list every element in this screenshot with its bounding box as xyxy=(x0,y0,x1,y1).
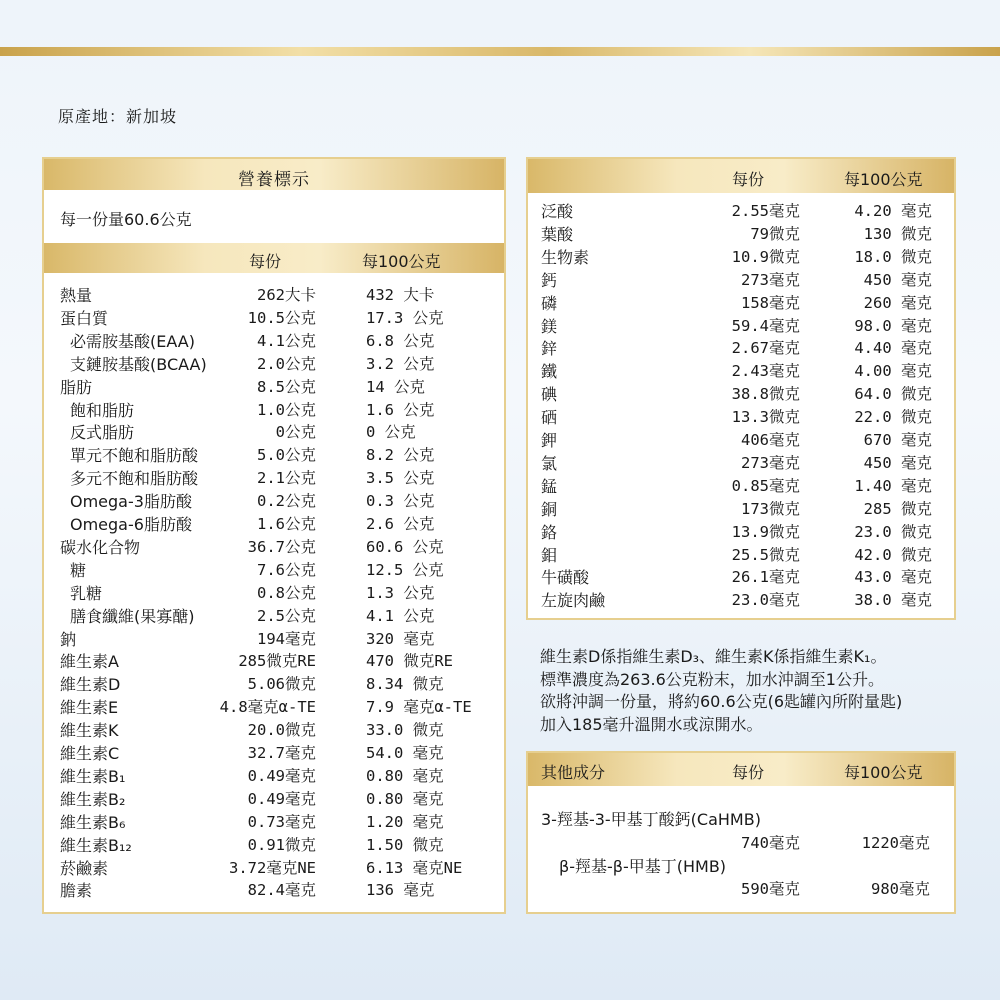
nutrient-per-serving: 285微克RE xyxy=(238,652,316,671)
note-line: 維生素D係指維生素D₃、維生素K係指維生素K₁。 xyxy=(540,647,887,666)
other-title: 其他成分 xyxy=(541,763,606,782)
nutrient-per-serving: 38.8微克 xyxy=(731,385,800,404)
nutrient-per-100g: 4.1 公克 xyxy=(366,606,435,625)
note-line: 標準濃度為263.6公克粉末，加水沖調至1公升。 xyxy=(540,669,884,689)
nutrient-name: 銅 xyxy=(541,499,558,519)
nutrient-name: 鉻 xyxy=(541,522,558,542)
right-col-per-serving: 每份 xyxy=(732,170,765,189)
nutrient-name: 鐵 xyxy=(541,362,558,382)
nutrient-name: 反式脂肪 xyxy=(70,423,135,443)
nutrient-per-100g: 43.0 毫克 xyxy=(854,568,932,587)
nutrient-name: 鋅 xyxy=(541,339,558,359)
nutrient-per-serving: 13.3微克 xyxy=(731,408,800,427)
nutrient-name: 鉀 xyxy=(541,431,558,450)
nutrient-per-serving: 2.5公克 xyxy=(257,606,316,625)
nutrient-per-serving: 0.8公克 xyxy=(257,583,316,602)
other-item-p100: 980毫克 xyxy=(871,880,930,898)
nutrient-per-100g: 450 毫克 xyxy=(863,270,932,289)
other-col-per-serving: 每份 xyxy=(732,763,765,782)
nutrient-name: Omega-3脂肪酸 xyxy=(70,492,192,512)
nutrient-name: 錳 xyxy=(541,476,558,496)
nutrient-per-serving: 20.0微克 xyxy=(247,721,316,740)
nutrient-name: 碘 xyxy=(541,385,558,405)
nutrient-per-serving: 1.6公克 xyxy=(257,515,316,533)
nutrient-name: 脂肪 xyxy=(60,377,93,397)
note-line: 加入185毫升溫開水或涼開水。 xyxy=(540,714,763,734)
nutrient-name: 蛋白質 xyxy=(60,308,109,328)
other-item-name: β-羥基-β-甲基丁(HMB) xyxy=(559,857,727,876)
nutrient-per-100g: 17.3 公克 xyxy=(366,308,444,327)
nutrient-per-serving: 25.5微克 xyxy=(731,545,800,564)
other-item-per: 740毫克 xyxy=(741,834,800,852)
right-column-header xyxy=(528,159,954,193)
nutrient-name: 維生素B₆ xyxy=(60,812,126,832)
nutrient-name: 氯 xyxy=(541,453,558,473)
origin-label: 原產地：新加坡 xyxy=(58,107,178,126)
nutrient-per-serving: 5.0公克 xyxy=(257,446,316,465)
nutrient-per-serving: 2.0公克 xyxy=(257,354,316,373)
nutrient-per-100g: 320 毫克 xyxy=(366,629,435,648)
nutrient-name: 糖 xyxy=(70,560,87,580)
nutrient-per-100g: 470 微克RE xyxy=(366,652,453,671)
nutrient-per-serving: 2.1公克 xyxy=(257,469,316,488)
nutrient-per-100g: 4.20 毫克 xyxy=(854,202,932,220)
nutrient-per-serving: 79微克 xyxy=(750,224,800,243)
nutrient-per-100g: 98.0 毫克 xyxy=(854,316,932,335)
nutrient-per-serving: 0.73毫克 xyxy=(247,812,316,831)
nutrient-per-100g: 1.6 公克 xyxy=(366,400,435,419)
nutrient-name: 生物素 xyxy=(541,247,590,267)
serving-size: 每一份量60.6公克 xyxy=(60,210,192,229)
right-col-per-100g: 每100公克 xyxy=(844,170,923,189)
nutrient-per-100g: 23.0 微克 xyxy=(854,522,932,541)
nutrient-per-serving: 2.43毫克 xyxy=(731,362,800,381)
nutrient-per-serving: 32.7毫克 xyxy=(247,744,316,762)
nutrient-per-serving: 10.9微克 xyxy=(731,247,800,266)
nutrient-name: 多元不飽和脂肪酸 xyxy=(70,469,199,489)
nutrition-panel xyxy=(42,157,506,914)
nutrient-name: 鎂 xyxy=(541,316,558,336)
nutrient-per-100g: 670 毫克 xyxy=(863,431,932,449)
nutrient-per-100g: 4.00 毫克 xyxy=(854,362,932,381)
nutrition-panel-continued xyxy=(526,157,956,620)
nutrient-per-serving: 2.67毫克 xyxy=(731,339,800,358)
nutrient-per-serving: 26.1毫克 xyxy=(731,568,800,587)
nutrient-per-serving: 3.72毫克NE xyxy=(229,858,316,877)
nutrient-name: 維生素D xyxy=(60,675,121,695)
nutrient-per-100g: 130 微克 xyxy=(863,224,932,243)
top-gold-stripe xyxy=(0,47,1000,56)
nutrient-per-100g: 260 毫克 xyxy=(863,293,932,312)
nutrient-per-100g: 0.80 毫克 xyxy=(366,766,444,785)
nutrient-per-serving: 273毫克 xyxy=(741,453,800,472)
nutrient-per-serving: 173微克 xyxy=(741,499,800,518)
other-item-p100: 1220毫克 xyxy=(861,834,930,852)
nutrient-name: 單元不飽和脂肪酸 xyxy=(70,446,199,466)
nutrient-name: 維生素B₂ xyxy=(60,789,126,809)
nutrient-name: 必需胺基酸(EAA) xyxy=(70,331,195,351)
nutrient-per-100g: 14 公克 xyxy=(366,377,425,396)
other-col-per-100g: 每100公克 xyxy=(844,763,923,782)
nutrient-name: 碳水化合物 xyxy=(60,537,141,557)
nutrient-name: 硒 xyxy=(541,408,558,428)
nutrient-name: 鈉 xyxy=(60,629,77,649)
nutrient-per-serving: 36.7公克 xyxy=(247,537,316,556)
nutrient-per-100g: 0 公克 xyxy=(366,423,416,442)
nutrient-name: 維生素B₁₂ xyxy=(60,835,132,855)
nutrient-name: 泛酸 xyxy=(541,202,574,221)
nutrient-name: 牛磺酸 xyxy=(541,568,590,588)
nutrient-per-100g: 136 毫克 xyxy=(366,881,435,900)
nutrient-name: 維生素A xyxy=(60,652,119,672)
other-item-per: 590毫克 xyxy=(741,880,800,898)
nutrient-per-serving: 82.4毫克 xyxy=(247,881,316,900)
nutrient-per-100g: 285 微克 xyxy=(863,499,932,518)
nutrient-per-serving: 194毫克 xyxy=(257,629,316,648)
col-per-100g: 每100公克 xyxy=(362,252,441,271)
nutrient-per-serving: 0.91微克 xyxy=(247,835,316,854)
nutrient-name: 熱量 xyxy=(60,286,93,305)
nutrient-per-100g: 0.3 公克 xyxy=(366,492,435,511)
nutrient-name: 飽和脂肪 xyxy=(70,400,135,420)
nutrient-name: 乳糖 xyxy=(70,583,103,603)
other-item-name: 3-羥基-3-甲基丁酸鈣(CaHMB) xyxy=(541,810,761,829)
nutrient-per-100g: 22.0 微克 xyxy=(854,408,932,427)
nutrient-per-100g: 38.0 毫克 xyxy=(854,591,932,610)
nutrition-title-bar xyxy=(44,159,504,190)
nutrient-name: 鉬 xyxy=(541,545,558,565)
nutrient-per-100g: 8.2 公克 xyxy=(366,446,435,465)
nutrient-name: 維生素B₁ xyxy=(60,766,126,786)
nutrient-per-serving: 0.85毫克 xyxy=(731,476,800,495)
nutrient-per-100g: 18.0 微克 xyxy=(854,247,932,266)
nutrient-per-100g: 60.6 公克 xyxy=(366,537,444,556)
col-per-serving: 每份 xyxy=(249,252,282,271)
nutrient-per-serving: 262大卡 xyxy=(257,286,316,304)
nutrient-name: 維生素C xyxy=(60,744,120,763)
nutrient-per-serving: 4.8毫克α-TE xyxy=(219,698,316,717)
nutrient-per-serving: 4.1公克 xyxy=(257,331,316,350)
nutrient-per-100g: 0.80 毫克 xyxy=(366,789,444,808)
nutrient-name: 維生素K xyxy=(60,721,119,741)
nutrient-per-serving: 406毫克 xyxy=(741,431,800,449)
nutrient-name: 鈣 xyxy=(541,270,558,290)
nutrient-per-100g: 3.2 公克 xyxy=(366,354,435,373)
nutrient-per-100g: 64.0 微克 xyxy=(854,385,932,404)
nutrient-per-serving: 7.6公克 xyxy=(257,560,316,579)
nutrient-per-100g: 6.13 毫克NE xyxy=(366,858,463,877)
nutrient-per-100g: 42.0 微克 xyxy=(854,545,932,564)
nutrient-name: 葉酸 xyxy=(541,224,574,244)
nutrient-per-serving: 0.49毫克 xyxy=(247,789,316,808)
nutrient-name: 膳食纖維(果寡醣) xyxy=(70,606,195,626)
nutrient-name: Omega-6脂肪酸 xyxy=(70,515,192,534)
nutrient-per-serving: 8.5公克 xyxy=(257,377,316,396)
nutrient-per-serving: 59.4毫克 xyxy=(731,316,800,335)
nutrient-name: 維生素E xyxy=(60,698,119,718)
nutrition-title: 營養標示 xyxy=(238,170,310,190)
nutrient-per-100g: 450 毫克 xyxy=(863,453,932,472)
notes xyxy=(540,646,902,736)
nutrient-name: 磷 xyxy=(541,293,558,313)
nutrient-per-serving: 23.0毫克 xyxy=(731,591,800,610)
nutrient-per-100g: 7.9 毫克α-TE xyxy=(366,698,472,717)
nutrient-name: 菸鹼素 xyxy=(60,858,109,878)
nutrient-per-100g: 1.20 毫克 xyxy=(366,812,444,831)
nutrient-per-100g: 2.6 公克 xyxy=(366,515,435,533)
nutrient-per-100g: 1.40 毫克 xyxy=(854,476,932,495)
nutrient-per-serving: 0.2公克 xyxy=(257,492,316,511)
nutrient-name: 膽素 xyxy=(60,881,93,901)
nutrient-per-serving: 273毫克 xyxy=(741,270,800,289)
nutrient-per-100g: 4.40 毫克 xyxy=(854,339,932,358)
nutrient-per-serving: 10.5公克 xyxy=(247,308,316,327)
nutrient-per-100g: 6.8 公克 xyxy=(366,331,435,350)
nutrient-per-serving: 2.55毫克 xyxy=(731,202,800,220)
nutrient-per-100g: 8.34 微克 xyxy=(366,675,444,694)
nutrient-per-100g: 33.0 微克 xyxy=(366,721,444,740)
nutrient-per-serving: 5.06微克 xyxy=(247,675,316,694)
nutrient-per-serving: 0.49毫克 xyxy=(247,766,316,785)
nutrient-per-100g: 12.5 公克 xyxy=(366,560,444,579)
other-header xyxy=(528,753,954,786)
nutrient-per-100g: 54.0 毫克 xyxy=(366,744,444,762)
nutrient-name: 支鏈胺基酸(BCAA) xyxy=(70,354,207,374)
nutrient-per-serving: 13.9微克 xyxy=(731,522,800,541)
nutrient-per-100g: 1.3 公克 xyxy=(366,583,435,602)
nutrient-per-100g: 3.5 公克 xyxy=(366,469,435,488)
other-ingredients-panel xyxy=(526,751,956,914)
nutrient-name: 左旋肉鹼 xyxy=(541,591,606,611)
nutrient-per-100g: 432 大卡 xyxy=(366,286,435,304)
nutrient-per-serving: 1.0公克 xyxy=(257,400,316,419)
nutrition-column-header xyxy=(44,243,504,273)
nutrient-per-serving: 0公克 xyxy=(275,423,316,442)
nutrient-per-serving: 158毫克 xyxy=(741,293,800,312)
note-line: 欲將沖調一份量，將約60.6公克(6匙罐內所附量匙) xyxy=(540,692,903,711)
nutrient-per-100g: 1.50 微克 xyxy=(366,835,444,854)
